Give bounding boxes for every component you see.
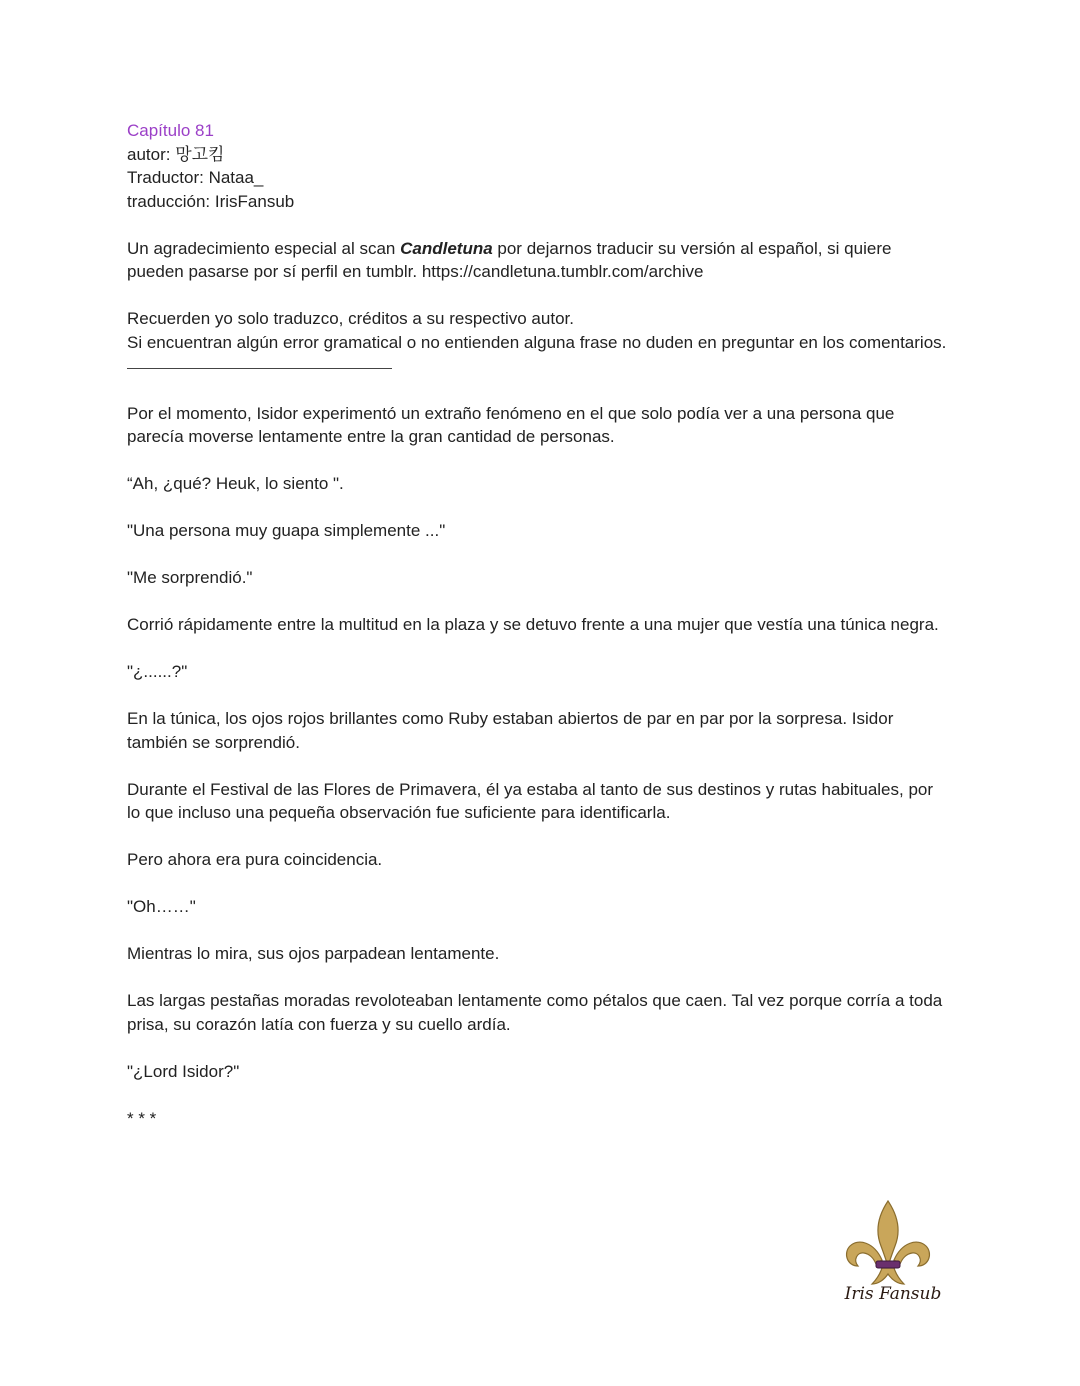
story-paragraph: Las largas pestañas moradas revoloteaban lentamente como pétalos que caen. Tal vez porque corría a toda prisa, su corazón latía con fuerza y su cuello ardía. [127, 991, 943, 1034]
document-body [127, 119, 947, 1154]
scan-name: Candletuna [400, 238, 493, 258]
thanks-prefix: Un agradecimiento especial al scan [127, 238, 401, 258]
translator-line: Traductor: Nataa_ [127, 168, 264, 187]
story-paragraph: “Ah, ¿qué? Heuk, lo siento ". [127, 474, 344, 493]
story-paragraph: "Oh……" [127, 897, 196, 916]
story-paragraph: En la túnica, los ojos rojos brillantes como Ruby estaban abiertos de par en par por la sorpresa. Isidor también se sorprendió. [127, 709, 894, 752]
story-paragraph: Durante el Festival de las Flores de Primavera, él ya estaba al tanto de sus destinos y rutas habituales, por lo que incluso una pequeña observación fue suficiente para identificarla. [127, 779, 934, 822]
thanks-suffix: por dejarnos traducir su versión al español, si quiere pueden pasarse por sí perfil en tumblr. https://candletuna.tumblr.com/archive [127, 238, 892, 281]
notes-line-2: Si encuentran algún error gramatical o no entienden alguna frase no duden en preguntar en los comentarios. [127, 332, 947, 352]
translation-group-line: traducción: IrisFansub [127, 191, 295, 211]
story-paragraph: "Una persona muy guapa simplemente ..." [127, 521, 446, 540]
iris-fansub-logo [838, 1198, 948, 1313]
fleur-de-lis-icon [838, 1198, 948, 1290]
separator-rule [127, 354, 392, 369]
story-paragraph: "¿......?" [127, 662, 188, 681]
story-paragraph: "Me sorprendió." [127, 568, 253, 587]
story-paragraph: "¿Lord Isidor?" [127, 1061, 240, 1081]
notes-line-1: Recuerden yo solo traduzco, créditos a su respectivo autor. [127, 309, 574, 328]
story-paragraph: Mientras lo mira, sus ojos parpadean lentamente. [127, 944, 500, 963]
story-content [127, 402, 947, 1131]
thanks-paragraph [127, 237, 947, 284]
chapter-title: Capítulo 81 [127, 121, 214, 140]
story-paragraph: * * * [127, 1108, 157, 1128]
story-paragraph: Corrió rápidamente entre la multitud en la plaza y se detuvo frente a una mujer que vestía una túnica negra. [127, 615, 939, 634]
author-line: autor: 망고킴 [127, 144, 225, 164]
logo-text: Iris Fansub [844, 1284, 942, 1304]
story-paragraph: Pero ahora era pura coincidencia. [127, 850, 383, 869]
story-paragraph: Por el momento, Isidor experimentó un extraño fenómeno en el que solo podía ver a una persona que parecía moverse lentamente entre la gran cantidad de personas. [127, 403, 895, 446]
